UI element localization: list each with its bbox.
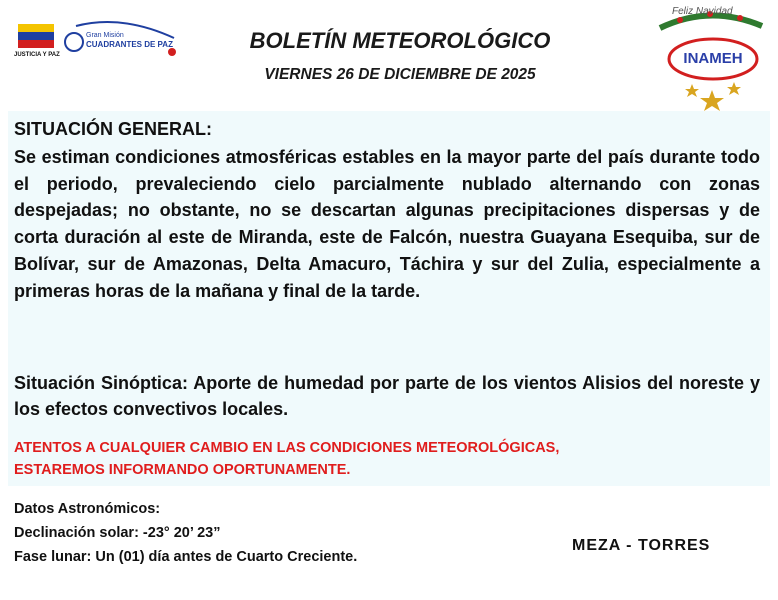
astronomical-data xyxy=(14,497,357,569)
astro-heading: Datos Astronómicos: xyxy=(14,501,161,517)
gran-mision-small: Gran Misión xyxy=(86,32,124,39)
inameh-wordmark: INAMEH xyxy=(683,50,743,67)
bulletin-date: VIERNES 26 DE DICIEMBRE DE 2025 xyxy=(264,66,536,83)
venezuela-flag-icon xyxy=(18,24,54,48)
justicia-y-paz-logo xyxy=(14,22,58,64)
alert-line-2: ESTAREMOS INFORMANDO OPORTUNAMENTE. xyxy=(14,462,351,478)
declinacion-solar: Declinación solar: -23° 20’ 23” xyxy=(14,525,221,541)
author-signature: MEZA - TORRES xyxy=(572,537,711,554)
gran-mision-big: CUADRANTES DE PAZ xyxy=(86,40,173,49)
situacion-general-heading: SITUACIÓN GENERAL: xyxy=(14,119,212,139)
situacion-general-text: Se estiman condiciones atmosféricas estables en la mayor parte del país durante todo el periodo, prevaleciendo cielo parcialmente nublado alternando con zonas despejadas; no obstante, no se descartan algunas precipitaciones dispersas y de corta duración al este de Miranda, este de Falcón, nuestra Guayana Esequiba, sur de Bolívar, sur de Amazonas, Delta Amacuro, Táchira y sur del Zulia, especialmente a primeras horas de la mañana y final de la tarde. xyxy=(14,147,760,301)
flag-caption: JUSTICIA Y PAZ xyxy=(14,52,60,58)
feliz-navidad-text: Feliz Navidad xyxy=(672,6,733,17)
alert-message xyxy=(14,437,760,481)
bulletin-title: BOLETÍN METEOROLÓGICO xyxy=(249,28,551,53)
fase-lunar: Fase lunar: Un (01) día antes de Cuarto Creciente. xyxy=(14,549,358,565)
situacion-sinoptica-text: Situación Sinóptica: Aporte de humedad por parte de los vientos Alisios del noreste y los efectos convectivos locales. xyxy=(14,373,760,419)
gran-mision-logo xyxy=(62,18,182,66)
alert-line-1: ATENTOS A CUALQUIER CAMBIO EN LAS CONDICIONES METEOROLÓGICAS, xyxy=(14,440,560,456)
inameh-logo xyxy=(650,4,770,114)
